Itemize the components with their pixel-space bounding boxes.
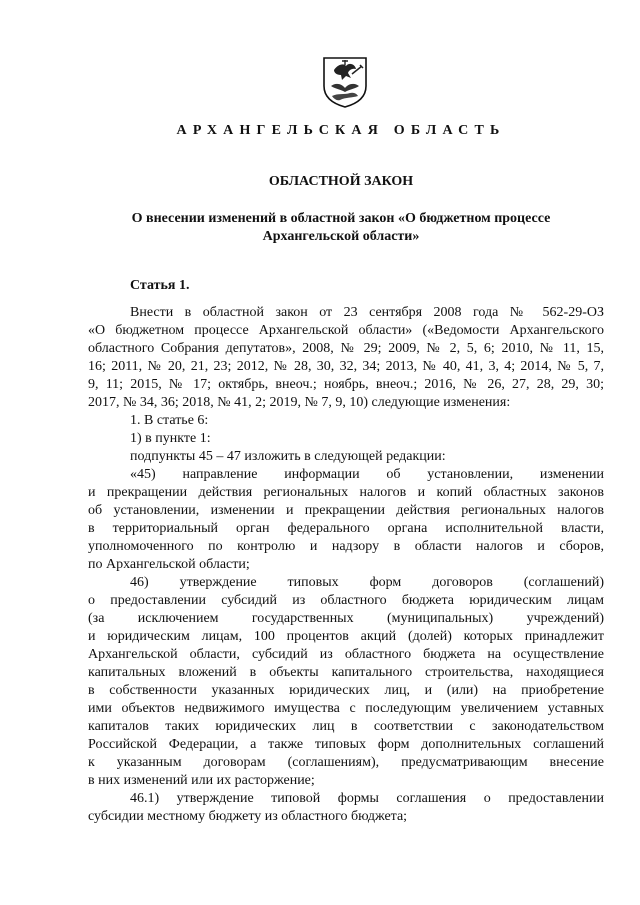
body-line: об установлении, изменении и прекращении действия региональных налогов (88, 503, 604, 518)
body-line: уполномоченного по контролю и надзору в области налогов и сборов, (88, 539, 604, 554)
body-line: 46.1) утверждение типовой формы соглашения о предоставлении (130, 791, 604, 806)
body-line: субсидии местному бюджету из областного бюджета; (88, 809, 408, 824)
body-line: и юридическим лицам, 100 процентов акций (долей) которых принадлежит (88, 629, 604, 644)
body-line: 2017, № 34, 36; 2018, № 41, 2; 2019, № 7, 9, 10) следующие изменения: (88, 395, 511, 410)
body-line: капитальных вложений в объекты капитального строительства, находящиеся (88, 665, 604, 680)
document-type: ОБЛАСТНОЙ ЗАКОН (268, 174, 414, 189)
body-line: (за исключением государственных (муниципальных) учреждений) (88, 611, 604, 626)
body-line: и прекращении действия региональных налогов и копий областных законов (88, 485, 604, 500)
body-line: о предоставлении субсидий из областного бюджета юридическим лицам (88, 593, 604, 608)
body-line: Российской Федерации, а также типовых форм дополнительных соглашений (88, 737, 604, 752)
region-name: АРХАНГЕЛЬСКАЯ ОБЛАСТЬ (176, 123, 506, 138)
body-line: подпункты 45 – 47 изложить в следующей редакции: (130, 449, 446, 464)
body-line: Внести в областной закон от 23 сентября 2008 года № 562-29-ОЗ (130, 305, 604, 320)
document-title-line: Архангельской области» (262, 229, 420, 244)
body-line: в них изменений или их расторжение; (88, 773, 315, 788)
body-line: 9, 11; 2015, № 17; октябрь, внеоч.; ноябрь, внеоч.; 2016, № 26, 27, 28, 29, 30; (88, 377, 604, 392)
body-line: 1) в пункте 1: (130, 431, 211, 446)
body-line: 16; 2011, № 20, 21, 23; 2012, № 28, 30, 32, 34; 2013, № 40, 41, 3, 4; 2014, № 5, 7, (88, 359, 604, 374)
body-line: «О бюджетном процессе Архангельской области» («Ведомости Архангельского (88, 323, 604, 338)
body-line: ими объектов недвижимого имущества с последующим увеличением уставных (88, 701, 604, 716)
article-heading: Статья 1. (130, 278, 190, 293)
body-line: капиталов таких юридических лиц в соответствии с законодательством (88, 719, 604, 734)
body-line: в собственности указанных юридических лиц, и (или) на приобретение (88, 683, 604, 698)
body-line: «45) направление информации об установлении, изменении (130, 467, 604, 482)
body-line: областного Собрания депутатов», 2008, № 29; 2009, № 2, 5, 6; 2010, № 11, 15, (88, 341, 604, 356)
document-body (88, 304, 604, 826)
body-line: в территориальный орган федерального органа исполнительной власти, (88, 521, 604, 536)
body-line: Архангельской области, субсидий из областного бюджета на осуществление (88, 647, 604, 662)
body-line: к указанным договорам (соглашениям), предусматривающим внесение (88, 755, 604, 770)
body-line: 1. В статье 6: (130, 413, 209, 428)
document-title-line: О внесении изменений в областной закон «О бюджетном процессе (131, 211, 551, 226)
body-line: 46) утверждение типовых форм договоров (соглашений) (130, 575, 604, 590)
body-line: по Архангельской области; (88, 557, 250, 572)
coat-of-arms-icon (322, 56, 368, 108)
document-title (0, 210, 640, 246)
